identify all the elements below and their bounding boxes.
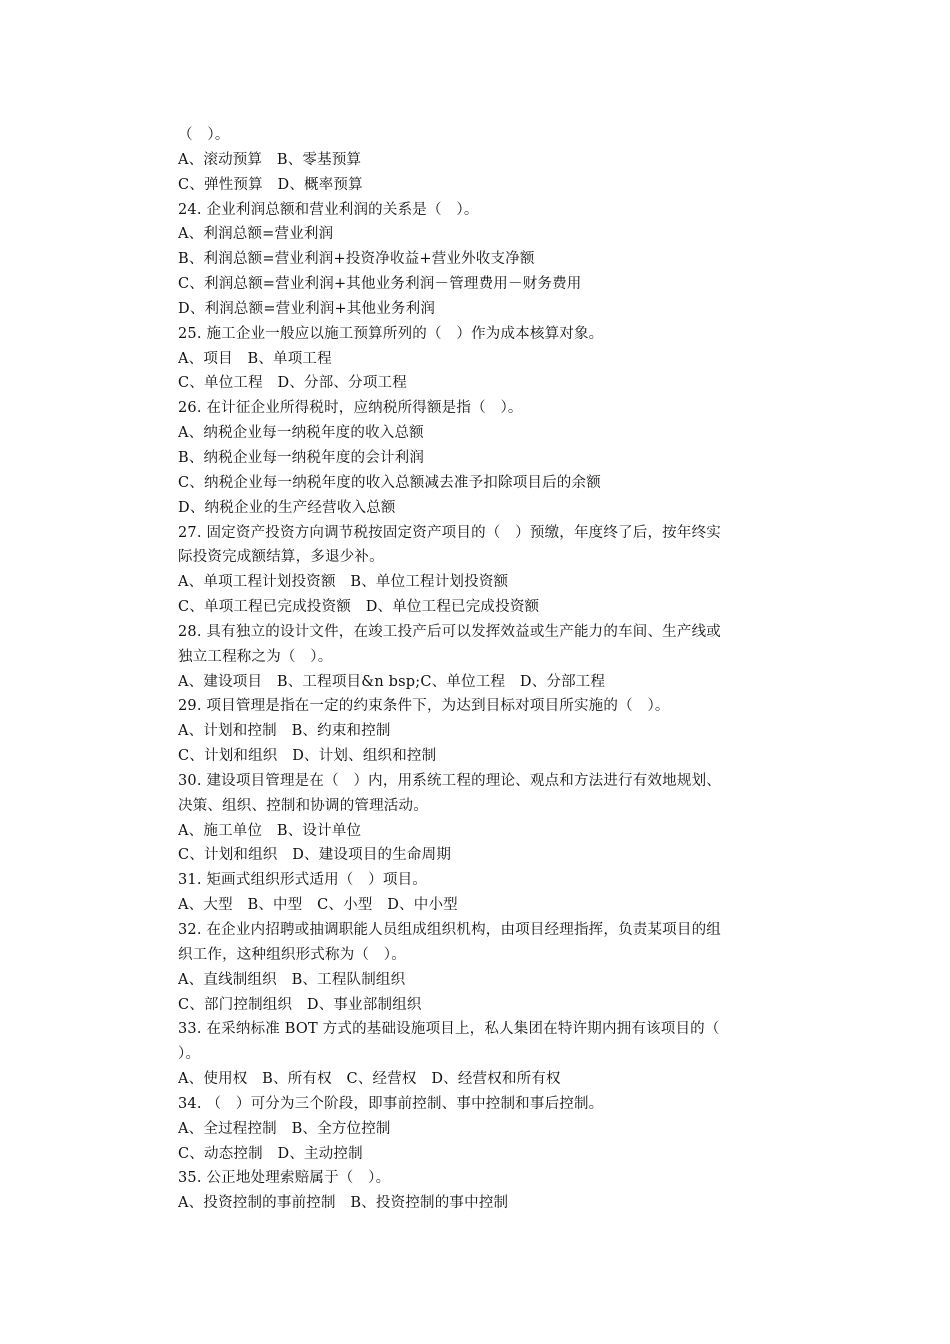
text-line: A、滚动预算 B、零基预算: [178, 151, 362, 168]
text-line: C、部门控制组织 D、事业部制组织: [178, 996, 422, 1013]
text-line: C、动态控制 D、主动控制: [178, 1145, 363, 1162]
text-line: 独立工程称之为（ ）。: [178, 648, 333, 665]
text-line: 32. 在企业内招聘或抽调职能人员组成组织机构，由项目经理指挥，负责某项目的组: [178, 922, 721, 938]
text-line: 31. 矩画式组织形式适用（ ）项目。: [178, 872, 427, 889]
text-line: ）。: [178, 1046, 201, 1063]
text-line: C、弹性预算 D、概率预算: [178, 176, 363, 193]
text-line: C、单位工程 D、分部、分项工程: [178, 375, 407, 392]
text-line: C、纳税企业每一纳税年度的收入总额减去准予扣除项目后的余额: [178, 474, 601, 491]
text-line: A、计划和控制 B、约束和控制: [178, 723, 391, 740]
text-line: 30. 建设项目管理是在（ ）内，用系统工程的理论、观点和方法进行有效地规划、: [178, 772, 721, 789]
text-line: A、纳税企业每一纳税年度的收入总额: [178, 425, 424, 442]
text-line: C、计划和组织 D、建设项目的生命周期: [178, 847, 452, 864]
text-line: 35. 公正地处理索赔属于（ ）。: [178, 1170, 391, 1187]
text-line: 27. 固定资产投资方向调节税按固定资产项目的（ ）预缴，年度终了后，按年终实: [178, 524, 721, 541]
text-line: D、纳税企业的生产经营收入总额: [178, 499, 396, 516]
text-line: A、大型 B、中型 C、小型 D、中小型: [178, 897, 458, 914]
document-page: [178, 123, 810, 1216]
text-line: 28. 具有独立的设计文件，在竣工投产后可以发挥效益或生产能力的车间、生产线或: [178, 623, 721, 640]
text-line: C、利润总额=营业利润+其他业务利润－管理费用－财务费用: [178, 276, 582, 293]
text-line: 33. 在采纳标准 BOT 方式的基础设施项目上，私人集团在特许期内拥有该项目的（: [178, 1021, 720, 1038]
text-line: A、全过程控制 B、全方位控制: [178, 1120, 391, 1137]
text-line: 织工作，这种组织形式称为（ ）。: [178, 946, 406, 963]
text-line: 决策、组织、控制和协调的管理活动。: [178, 797, 428, 814]
text-line: 25. 施工企业一般应以施工预算所列的（ ）作为成本核算对象。: [178, 325, 604, 342]
text-line: 24. 企业利润总额和营业利润的关系是（ ）。: [178, 201, 479, 218]
text-line: C、计划和组织 D、计划、组织和控制: [178, 748, 437, 765]
text-line: 26. 在计征企业所得税时，应纳税所得额是指（ ）。: [178, 400, 523, 417]
text-line: 34. （ ）可分为三个阶段，即事前控制、事中控制和事后控制。: [178, 1095, 604, 1112]
text-line: D、利润总额=营业利润+其他业务利润: [178, 300, 436, 317]
text-line: A、单项工程计划投资额 B、单位工程计划投资额: [178, 574, 509, 591]
text-line: A、建设项目 B、工程项目&n bsp;C、单位工程 D、分部工程: [178, 673, 606, 690]
text-line: A、使用权 B、所有权 C、经营权 D、经营权和所有权: [178, 1071, 561, 1088]
text-line: （ ）。: [178, 127, 230, 143]
text-line: A、利润总额=营业利润: [178, 226, 334, 243]
text-line: 际投资完成额结算，多退少补。: [178, 549, 384, 566]
text-line: C、单项工程已完成投资额 D、单位工程已完成投资额: [178, 599, 540, 616]
text-line: B、纳税企业每一纳税年度的会计利润: [178, 449, 425, 466]
text-line: A、直线制组织 B、工程队制组织: [178, 971, 406, 988]
text-line: B、利润总额=营业利润+投资净收益+营业外收支净额: [178, 251, 535, 268]
text-line: A、项目 B、单项工程: [178, 350, 332, 367]
text-line: A、施工单位 B、设计单位: [178, 822, 362, 839]
text-line: 29. 项目管理是指在一定的约束条件下，为达到目标对项目所实施的（ ）。: [178, 698, 670, 715]
text-line: A、投资控制的事前控制 B、投资控制的事中控制: [178, 1195, 509, 1212]
